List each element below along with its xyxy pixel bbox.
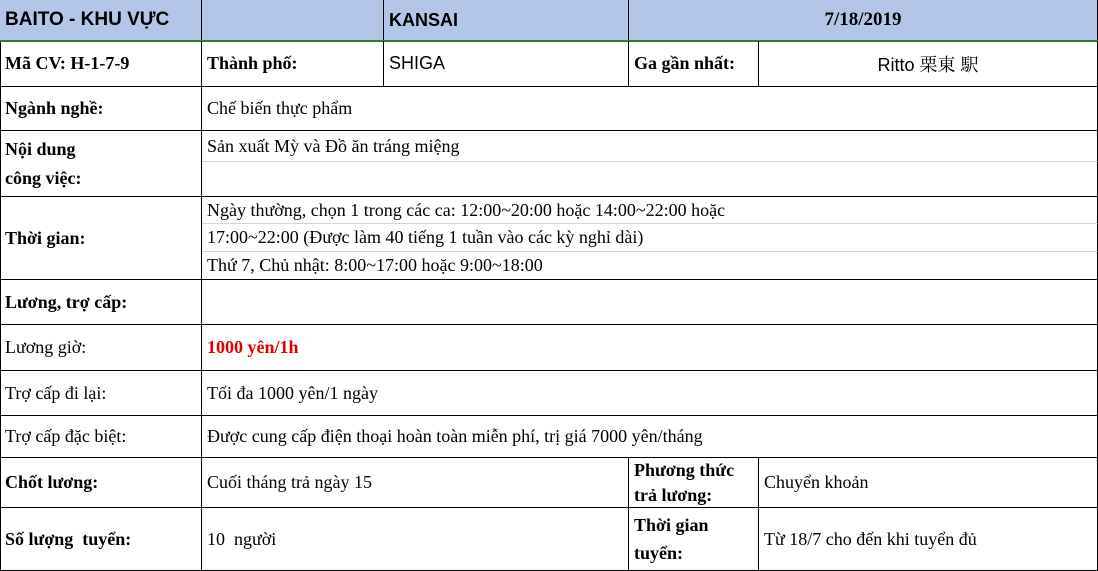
travel-label-cell[interactable] xyxy=(0,371,202,416)
travel-label: Trợ cấp đi lại: xyxy=(5,382,107,403)
station-label: Ga gần nhất: xyxy=(634,53,736,73)
city-label-cell[interactable] xyxy=(202,41,384,87)
hourly-label-cell[interactable] xyxy=(0,325,202,371)
hiring-label: Số lượng tuyển: xyxy=(5,528,132,549)
job-label-cell[interactable] xyxy=(0,131,202,197)
payment-method-value-cell[interactable] xyxy=(759,458,1098,508)
hiring-period-label-line2: tuyển: xyxy=(634,543,683,563)
payment-method-label-cell[interactable] xyxy=(629,458,759,508)
time-line-2-cell[interactable] xyxy=(202,224,1098,252)
hiring-period-label-line1: Thời gian xyxy=(634,515,709,535)
special-value-cell[interactable] xyxy=(202,416,1098,458)
hourly-label: Lương giờ: xyxy=(5,337,87,357)
region-cell[interactable] xyxy=(384,0,629,41)
header-blank-cell[interactable] xyxy=(202,0,384,41)
hourly-value-cell[interactable] xyxy=(202,325,1098,371)
salary-section-value-cell[interactable] xyxy=(202,280,1098,325)
job-label-line2: công việc: xyxy=(5,167,82,188)
salary-section-cell[interactable] xyxy=(0,280,202,325)
region-value: KANSAI xyxy=(389,9,459,30)
industry-label-cell[interactable] xyxy=(0,87,202,131)
job-value-cell[interactable] xyxy=(202,131,1098,162)
hiring-value: 10 người xyxy=(207,528,277,549)
hiring-period-label-cell[interactable] xyxy=(629,508,759,571)
payday-value-cell[interactable] xyxy=(202,458,629,508)
city-value: SHIGA xyxy=(389,53,446,73)
city-value-cell[interactable] xyxy=(384,41,629,87)
date-value: 7/18/2019 xyxy=(824,9,902,30)
city-label: Thành phố: xyxy=(207,53,298,73)
industry-value: Chế biến thực phẩm xyxy=(207,98,353,118)
station-value: Ritto 栗東 駅 xyxy=(877,54,979,75)
travel-value-cell[interactable] xyxy=(202,371,1098,416)
date-cell[interactable] xyxy=(629,0,1098,41)
time-label-cell[interactable] xyxy=(0,197,202,280)
station-label-cell[interactable] xyxy=(629,41,759,87)
station-value-cell[interactable] xyxy=(759,41,1098,87)
hiring-value-cell[interactable] xyxy=(202,508,629,571)
industry-label: Ngành nghề: xyxy=(5,98,104,118)
time-line-3: Thứ 7, Chủ nhật: 8:00~17:00 hoặc 9:00~18:00 xyxy=(207,255,543,275)
area-title: BAITO - KHU VỰC xyxy=(5,9,170,30)
payment-method-label-line2: trả lương: xyxy=(634,484,713,505)
travel-value: Tối đa 1000 yên/1 ngày xyxy=(207,382,378,403)
hourly-value: 1000 yên/1h xyxy=(207,337,299,357)
area-title-cell[interactable] xyxy=(0,0,202,41)
payday-label: Chốt lương: xyxy=(5,472,99,492)
code-cell[interactable] xyxy=(0,41,202,87)
time-line-2: 17:00~22:00 (Được làm 40 tiếng 1 tuần vào các kỳ nghỉ dài) xyxy=(207,227,644,247)
industry-value-cell[interactable] xyxy=(202,87,1098,131)
time-line-1-cell[interactable] xyxy=(202,197,1098,224)
job-label-line1: Nội dung xyxy=(5,138,76,159)
payment-method-label-line1: Phương thức xyxy=(634,459,735,480)
hiring-period-value: Từ 18/7 cho đến khi tuyển đủ xyxy=(764,528,977,549)
time-line-3-cell[interactable] xyxy=(202,252,1098,280)
job-extra-cell[interactable] xyxy=(202,162,1098,197)
time-label: Thời gian: xyxy=(5,227,86,248)
hiring-label-cell[interactable] xyxy=(0,508,202,571)
time-line-1: Ngày thường, chọn 1 trong các ca: 12:00~20:00 hoặc 14:00~22:00 hoặc xyxy=(207,199,726,220)
special-value: Được cung cấp điện thoại hoàn toàn miễn phí, trị giá 7000 yên/tháng xyxy=(207,426,703,446)
job-code: Mã CV: H-1-7-9 xyxy=(5,53,130,73)
job-value: Sản xuất Mỳ và Đồ ăn tráng miệng xyxy=(207,135,460,156)
salary-section-label: Lương, trợ cấp: xyxy=(5,291,128,312)
special-label: Trợ cấp đặc biệt: xyxy=(5,426,127,446)
payday-value: Cuối tháng trả ngày 15 xyxy=(207,472,372,492)
special-label-cell[interactable] xyxy=(0,416,202,458)
payment-method-value: Chuyển khoản xyxy=(764,472,869,492)
payday-label-cell[interactable] xyxy=(0,458,202,508)
hiring-period-value-cell[interactable] xyxy=(759,508,1098,571)
